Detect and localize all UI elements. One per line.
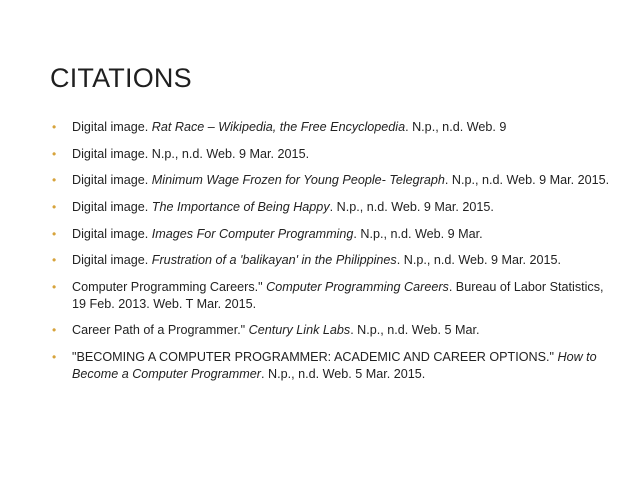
- citation-title: The Importance of Being Happy: [151, 200, 330, 215]
- slide-title: CITATIONS: [50, 63, 192, 93]
- citation-title: Rat Race – Wikipedia, the Free Encyclopedia: [151, 120, 406, 134]
- citation-text: Computer Programming Careers.": [72, 280, 267, 295]
- citation-text: . Bureau of Labor Statistics, 19 Feb. 2013. Web. T Mar. 2015.: [72, 280, 604, 311]
- citation-item: [50, 146, 610, 163]
- citation-text: Digital image.: [72, 173, 152, 188]
- citation-text: Digital image.: [72, 253, 152, 268]
- citation-item: [50, 252, 610, 269]
- bullet-icon: •: [52, 200, 57, 215]
- citation-text: . N.p., n.d. Web. 5 Mar. 2015.: [260, 366, 426, 381]
- citation-text: . N.p., n.d. Web. 9 Mar. 2015.: [329, 200, 494, 215]
- bullet-icon: •: [52, 146, 57, 161]
- citation-text: . N.p., n.d. Web. 9 Mar.: [353, 226, 483, 241]
- bullet-icon: •: [52, 350, 57, 364]
- citation-text: Digital image. N.p., n.d. Web. 9 Mar. 2015.: [72, 146, 310, 161]
- citation-title: Images For Computer Programming: [151, 226, 354, 241]
- bullet-icon: •: [52, 120, 57, 134]
- citation-title: Century Link Labs: [248, 323, 351, 338]
- citation-item: [50, 279, 610, 312]
- citation-text: Digital image.: [72, 120, 152, 134]
- citation-item: [50, 172, 610, 189]
- citation-item: [50, 349, 610, 382]
- citation-item: [50, 199, 610, 216]
- citation-title: Minimum Wage Frozen for Young People- Telegraph: [151, 173, 445, 188]
- bullet-icon: •: [52, 253, 57, 268]
- citation-title: Frustration of a 'balikayan' in the Philippines: [151, 253, 397, 268]
- citation-text: Career Path of a Programmer.": [72, 323, 249, 338]
- citation-text: . N.p., n.d. Web. 9 Mar. 2015.: [444, 173, 610, 188]
- citation-item: [50, 322, 610, 339]
- citation-text: . N.p., n.d. Web. 9 Mar. 2015.: [396, 253, 562, 268]
- bullet-icon: •: [52, 173, 57, 188]
- citation-text: Digital image.: [72, 200, 152, 215]
- citation-title: How to Become a Computer Programmer: [72, 350, 597, 381]
- bullet-icon: •: [52, 280, 57, 295]
- citation-text: . N.p., n.d. Web. 9: [405, 120, 507, 134]
- citation-list: [50, 119, 610, 392]
- citation-text: Digital image.: [72, 226, 152, 241]
- citation-text: "BECOMING A COMPUTER PROGRAMMER: ACADEMIC AND CAREER OPTIONS.": [72, 350, 558, 364]
- bullet-icon: •: [52, 323, 57, 338]
- citation-item: [50, 119, 610, 136]
- citation-item: [50, 226, 610, 243]
- citation-title: Computer Programming Careers: [266, 280, 449, 295]
- bullet-icon: •: [52, 226, 57, 241]
- citation-text: . N.p., n.d. Web. 5 Mar.: [350, 323, 480, 338]
